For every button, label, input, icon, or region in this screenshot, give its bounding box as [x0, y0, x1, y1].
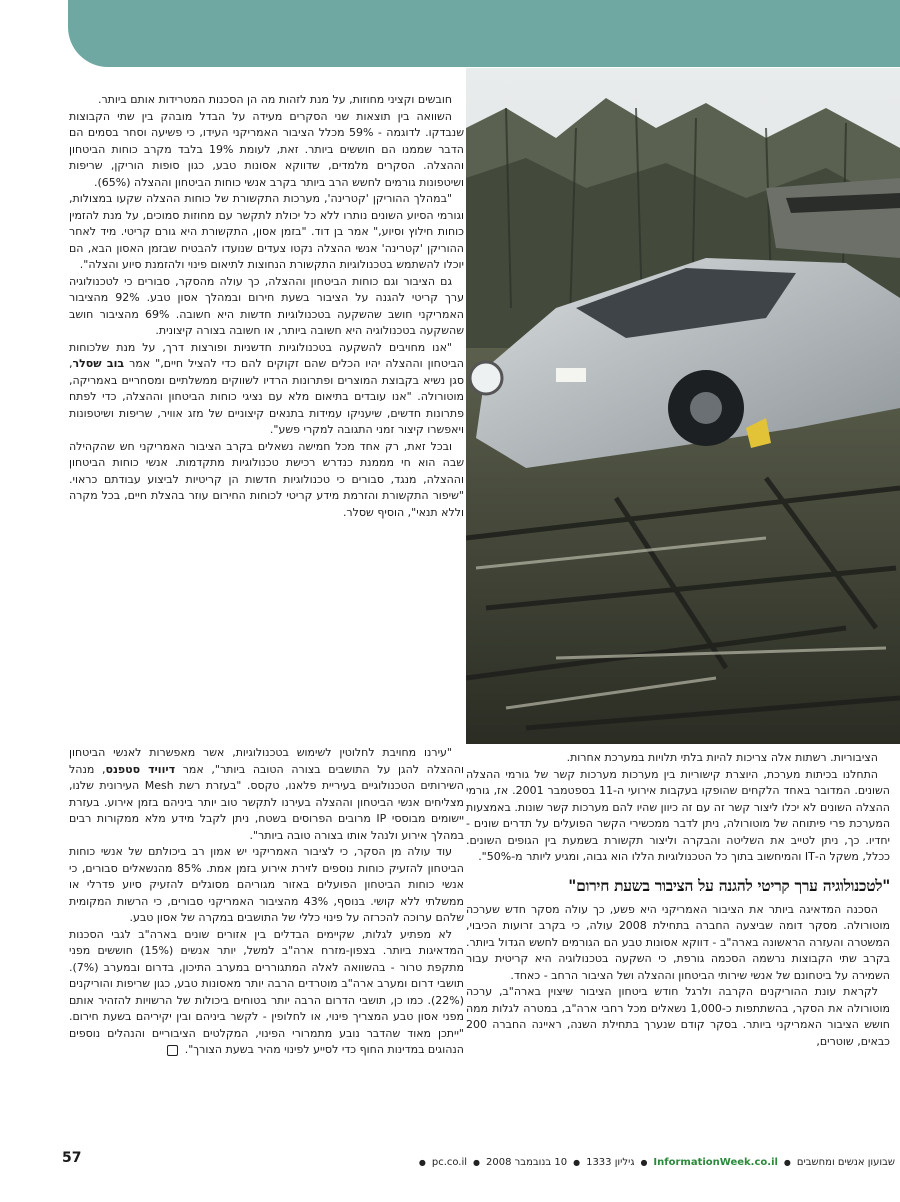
magazine-name: שבועון אנשים ומחשבים	[796, 1156, 895, 1168]
article-column-bottom-left	[69, 745, 464, 1059]
paragraph: "במהלך ההוריקן 'קטרינה', מערכות התקשורת של כוחות ההצלה שקעו במצולות, וגורמי הסיוע השונים נותרו ללא כל יכולת לתקשר עם מחוזות סמוכים, על מנת להזמין כוחות חילוץ וסיוע," אמר בן דוד. "בזמן אסון, התקשורת היא גורם קריטי. מיד לאחר ההוריקן 'קטרינה' אנשי ההצלה נקטו צעדים שנועדו להבטיח שבזמן האסון הבא, הם יוכלו להשתמש בטכנולוגיות התקשורת הנחוצות לתיאום פינוי ולהזמנת סיוע והצלה".	[69, 192, 464, 271]
person-name: בוב שסלר	[72, 357, 125, 370]
section-heading: "לטכנולוגיה ערך קריטי להגנה על הציבור בשעת חירום"	[568, 875, 890, 895]
bullet-icon: ●	[418, 1157, 426, 1167]
bullet-icon: ●	[573, 1157, 581, 1167]
paragraph: חובשים וקציני מחוזות, על מנת לזהות מה הן הסכנות המטרידות אותם ביותר.	[97, 93, 452, 106]
paragraph: השוואה בין תוצאות שני הסקרים מעידה על הבדל מובהק בין שתי הקבוצות שנבדקו. לדוגמה - 59% מכלל הציבור האמריקני העידו, כי פשיעה וסחר בסמים הם הדבר שממנו הם חוששים ביותר. זאת, לעומת 19% בלבד מקרב כוחות הביטחון וההצלה. הסקרים מלמדים, שדווקא אסונות טבע, כגון סופות הוריקן, שריפות ושיטפונות גורמים לחשש הרב ביותר בקרב אנשי כוחות הביטחון וההצלה (65%).	[69, 109, 464, 189]
page-number: 57	[62, 1150, 82, 1166]
website-link-secondary[interactable]: pc.co.il	[431, 1156, 468, 1168]
paragraph: עוד עולה מן הסקר, כי לציבור האמריקני יש אמון רב ביכולתם של אנשי כוחות הביטחון להזעיק כוחות נוספים לזירת אירוע בזמן אמת. 85% מהנשאלים סבורים, כי אנשי כוחות הביטחון הפועלים באזור מגוריהם מסוגלים להזעיק סיוע פדרלי או ממשלתי ללא קושי. בנוסף, 43% מהציבור האמריקני סבורים, כי הרשות המקומית שלהם ערוכה להכרזה על פינוי כללי של התושבים במקרה של אסון טבע.	[69, 845, 464, 924]
website-link[interactable]: InformationWeek.co.il	[653, 1156, 778, 1168]
paragraph: ובכל זאת, רק אחד מכל חמישה נשאלים בקרב הציבור האמריקני חש שהקהילה שבה הוא חי מממנת כנדרש רכישת טכנולוגיות מתקדמות. אנשי כוחות הביטחון וההצלה, מנגד, סבורים כי טכנולוגיות חדשות הן קריטיות לביצוע עבודתם כראוי. "שיפור התקשורת והזרמת מידע קריטי לכוחות החירום עוזר בהצלת חיים, בכל מקרה וללא תנאי", הוסיף שסלר.	[69, 439, 464, 519]
page-footer	[60, 1152, 895, 1172]
paragraph: "אנו מחויבים להשקעה בטכנולוגיות חדשניות ופורצות דרך, על מנת שלכוחות הביטחון וההצלה יהיו הכלים שהם זקוקים להם כדי להציל חיים," אמר בוב שסלר, סגן נשיא בקבוצת המוצרים ופתרונות הרדיו לשווקים ממשלתיים ומסחריים באמריקה, מוטורולה. "אנו עובדים בתיאום מלא עם נציגי כוחות הביטחון וההצלה, כדי לפתח פתרונות חדשים, שיעניקו עמידות בתנאים קיצוניים של מזג אוויר, שריפות ושיטפונות ויאפשרו קיצור זמני התגובה למקרי פשע".	[69, 340, 465, 436]
paragraph: לקראת עונת ההוריקנים הקרבה ולרגל חודש ביטחון הציבור שיצוין בארה"ב, ערכה מוטורולה את הסקר, בהשתתפות כ-1,000 נשאלים מכל רחבי ארה"ב, במטרה לגלות ממה חושש הציבור האמריקני ביותר. בסקר קודם שנערך בתחילת השנה, ראיינה החברה 200 כבאים, שוטרים,	[466, 985, 891, 1048]
person-name: דיוויד סטפנס	[105, 762, 176, 776]
paragraph: הסכנה המדאיגה ביותר את הציבור האמריקני היא פשע, כך עולה מסקר חדש שערכה מוטורולה. מסקר דומה שביצעה החברה בתחילת 2008 עולה, כי בקרב זרועות הכיבוי, המשטרה והעזרה הראשונה בארה"ב - דווקא אסונות טבע הם הגורמים לחשש הגדול ביותר. בקרב שתי הקבוצות נרשמה הסכמה גורפת, כי השקעה בטכנולוגיה היא קריטית עבור השמירה על ביטחונם של אנשי שירותי הביטחון וההצלה ושל הציבור הרחב - כאחד.	[466, 902, 890, 982]
end-of-article-icon	[167, 1045, 178, 1056]
paragraph: הציבוריות. רשתות אלה צריכות להיות בלתי תלויות במערכת אחרות.	[566, 751, 878, 764]
bullet-icon: ●	[473, 1157, 481, 1167]
article-column-top	[69, 92, 464, 521]
bullet-icon: ●	[640, 1157, 648, 1167]
paragraph: גם הציבור וגם כוחות הביטחון וההצלה, כך עולה מהסקר, סבורים כי לטכנולוגיה ערך קריטי להגנה על הציבור בשעת חירום ובמהלך אסון טבע. 92% מהציבור האמריקני חושב שהשקעה בטכנולוגיות חדשות היא חשובה. 69% מהציבור חושב שהשקעה בטכנולוגיה היא חשובה ביותר, או חשובה בצורה קיצונית.	[69, 274, 464, 337]
issue-number: גיליון 1333	[586, 1156, 635, 1168]
paragraph: "עירנו מחויבת לחלוטין לשימוש בטכנולוגיות, אשר מאפשרות לאנשי הביטחון וההצלה להגן על התושבים בצורה הטובה ביותר", אמר דיוויד סטפנס, מנהל השירותים הטכנולוגיים בעיריית פלאנו, טקסס. "בעזרת רשת Mesh העירונית שלנו, מצליחים אנשי הביטחון וההצלה בעירנו לתקשר טוב יותר ביניהם בזמן אירוע. בעזרת יישומים מבוססי IP מרובים הפרוסים בשטח, ניתן לקבל מידע מלא ממקורות רבים במהלך אירוע ולנהל אותו בצורה טובה ביותר".	[69, 746, 465, 842]
issue-date: 10 בנובמבר 2008	[486, 1156, 568, 1168]
bullet-icon: ●	[783, 1157, 791, 1167]
wrecked-car-photo	[466, 68, 900, 744]
paragraph: לא מפתיע לגלות, שקיימים הבדלים בין אזורים שונים בארה"ב לגבי הסכנות המדאיגות ביותר. בצפון-מזרח ארה"ב למשל, יותר אנשים (15%) חוששים מפני מתקפת טרור - בהשוואה לאלה המתגוררים במערב התיכון, בדרום ובמערב (7%). תושבי דרום ומערב ארה"ב מוטרדים הרבה יותר מאסונות טבע, כגון שריפות והוריקנים (22%). כמו כן, תושבי הדרום הרבה יותר בטוחים ביכולות של הרשויות להזהיר אותם מפני אסון טבע המצריך פינוי, או לחלופין - לקשר ביניהם ובין יקיריהם בשעת חירום. "ייתכן מאוד שהדבר נובע מתמרורי הפינוי, המקלטים הציבוריים והנהלים נוספים הנהוגים במדינות החוף כדי לסייע לפינוי מהיר בשעת הצורך".	[69, 927, 464, 1056]
header-bar	[68, 0, 900, 67]
article-column-bottom-right	[466, 750, 890, 1050]
paragraph: התחלנו בכיתות מערכת, היוצרת קישוריות בין מערכות מערכות קשר של גורמי ההצלה השונים. המדובר באחד הלקחים שהופקו בעקבות אירועי ה-11 בספטמבר 2001. אז, גורמי ההצלה השונים לא יכלו ליצור קשר זה עם זה כיוון שהיו להם מערכות קשר שונות. באמצעות המערכת פרי פיתוחה של מוטורולה, ניתן לדבר ממכשירי הקשר הפועלים על תדרים שונים - יחדיו. כך, ניתן לטייב את השליטה והבקרה וליצור תקשורת בשמעת בין הגופים השונים. ככלל, משקל ה-IT והמיחשוב בתוך כל הטכנולוגיות הללו הוא גבוה, ומגיע ליותר מ-50%".	[466, 767, 890, 863]
